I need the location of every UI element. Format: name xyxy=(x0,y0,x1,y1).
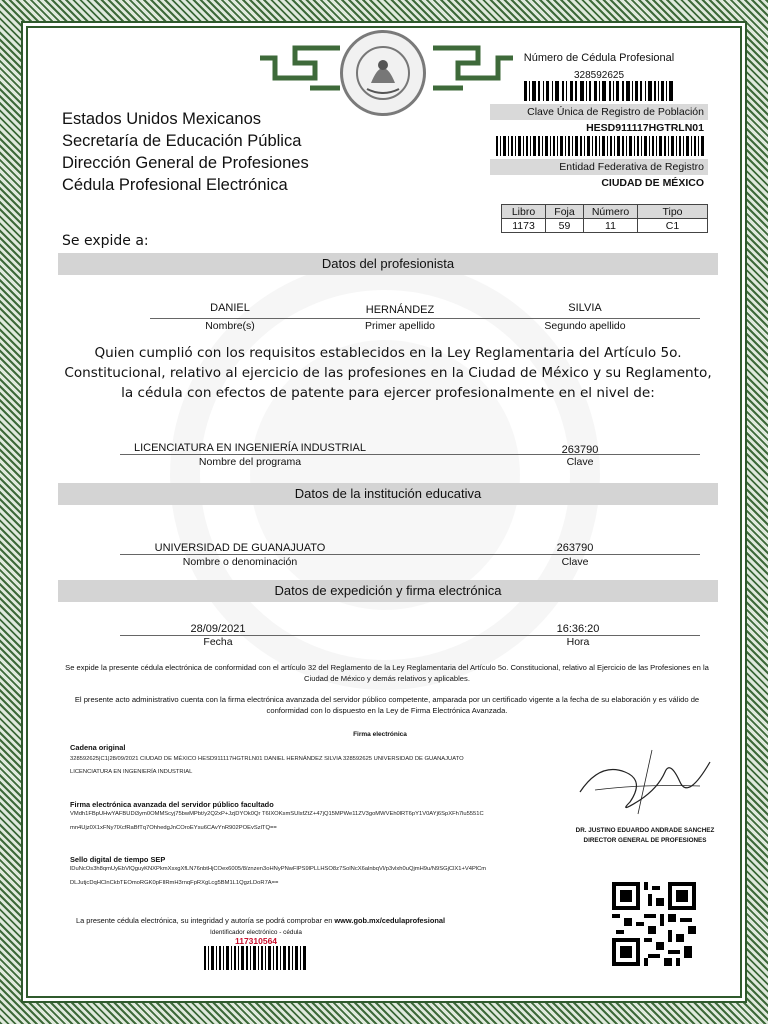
libro-header: Libro xyxy=(502,205,546,219)
foja-header: Foja xyxy=(546,205,584,219)
signer-title: DIRECTOR GENERAL DE PROFESIONES xyxy=(583,837,707,844)
section-expedicion: Datos de expedición y firma electrónica xyxy=(58,580,718,602)
cedula-number-label: Número de Cédula Profesional xyxy=(523,52,675,64)
numero-header: Número xyxy=(584,205,638,219)
ornament-left-icon xyxy=(255,38,345,98)
directorate-name: Dirección General de Profesiones xyxy=(62,154,309,172)
hora-label: Hora xyxy=(566,636,590,648)
curp-value: HESD911117HGTRLN01 xyxy=(586,122,704,134)
program-field xyxy=(100,442,400,468)
legal-paragraph-1: Se expide la presente cédula electrónica de conformidad con el artículo 32 del Reglamento de la Ley Reglamentaria del Artículo 5o. Constitucional, relativo al Ejercicio de las Profesiones en la Ciudad de México y demás relativos y aplicables. xyxy=(65,663,709,683)
libro-value: 1173 xyxy=(502,219,546,233)
tipo-header: Tipo xyxy=(638,205,708,219)
tipo-value: C1 xyxy=(638,219,708,233)
section-profesionista: Datos del profesionista xyxy=(58,253,718,275)
signer-name: DR. JUSTINO EDUARDO ANDRADE SANCHEZ xyxy=(575,827,715,834)
qr-code-icon xyxy=(612,882,696,966)
program-clave-label: Clave xyxy=(566,456,594,468)
signer-block xyxy=(560,826,730,846)
fecha-label: Fecha xyxy=(203,636,233,648)
primer-apellido-label: Primer apellido xyxy=(364,320,436,332)
electronic-id-barcode-icon xyxy=(204,946,308,970)
segundo-apellido-value: SILVIA xyxy=(568,302,602,314)
cedula-barcode-icon xyxy=(524,81,674,101)
primer-apellido-value: HERNÁNDEZ xyxy=(365,304,435,316)
issuer-heading xyxy=(62,108,309,196)
institution-label: Nombre o denominación xyxy=(182,556,298,568)
foja-value: 59 xyxy=(546,219,584,233)
nombre-value: DANIEL xyxy=(210,302,250,314)
institution-clave: 263790 xyxy=(556,542,594,554)
signature-icon xyxy=(570,742,720,822)
section-institucion: Datos de la institución educativa xyxy=(58,483,718,505)
registry-block xyxy=(490,52,708,191)
sello-line-1: lDuNcOs3h8qmUyEbVlQguyKNXPkmXsxgXfLN76nbtHjCOex6005/8/znzen3oHNyPNwFlPS9lPLLHSO8z7SolNcX6alnbqVl/p3vlxh0uQjmH9u/N9SGjClX1+V4PlCm xyxy=(70,866,487,872)
primer-apellido-field xyxy=(320,304,480,332)
program-label: Nombre del programa xyxy=(198,456,302,468)
segundo-apellido-label: Segundo apellido xyxy=(544,320,626,332)
verification-note xyxy=(76,916,445,925)
fecha-field xyxy=(158,623,278,648)
program-clave-field xyxy=(520,444,640,468)
cadena-line-1: 328592625|C1|28/09/2021 CIUDAD DE MÉXICO HESD911117HGTRLN01 DANIEL HERNÁNDEZ SILVIA 328592625 UNIVERSIDAD DE GUANAJUATO xyxy=(70,756,464,762)
curp-label: Clave Única de Registro de Población xyxy=(490,104,708,120)
servidor-line-2: mn4Ujz0X1xFNy7lXcfRaBfTq7OhhedgJnCOroEYsu6CAvYnR902POEvSzlTQ== xyxy=(70,825,277,831)
institution-clave-field xyxy=(515,542,635,568)
servidor-label: Firma electrónica avanzada del servidor público facultado xyxy=(70,800,274,809)
hora-field xyxy=(518,623,638,648)
cadena-label: Cadena original xyxy=(70,743,126,752)
curp-barcode-icon xyxy=(496,136,706,156)
institution-name: UNIVERSIDAD DE GUANAJUATO xyxy=(154,542,326,554)
institution-clave-label: Clave xyxy=(561,556,589,568)
numero-value: 11 xyxy=(584,219,638,233)
hora-value: 16:36:20 xyxy=(556,623,600,635)
institution-field xyxy=(110,542,370,568)
country-name: Estados Unidos Mexicanos xyxy=(62,110,262,128)
issued-to-label: Se expide a: xyxy=(62,233,149,249)
sello-line-2: DLJutjcDqHClnCkbTEOmoRGK0pFIlRmH3rnqFpRXgLcg5BM1L1QgzLDoR7A== xyxy=(70,880,279,886)
program-clave: 263790 xyxy=(561,444,599,456)
nombre-label: Nombre(s) xyxy=(205,320,255,332)
ministry-name: Secretaría de Educación Pública xyxy=(62,132,302,150)
servidor-line-1: VMdh1FBpUHwYAFBUDi3ym0OMMScyj75bwMPbt/y2Q2xP+JzjDYOk0Qr T6IXOKsmSUlsfZtZ+47jQ15MPWe11ZV3goMWVEh0lRT6pY1V0AYj6SpXFh7lu5551C xyxy=(70,811,484,817)
program-name: LICENCIATURA EN INGENIERÍA INDUSTRIAL xyxy=(133,442,367,454)
cadena-line-2: LICENCIATURA EN INGENIERÍA INDUSTRIAL xyxy=(70,769,193,775)
verification-text: La presente cédula electrónica, su integridad y autoría se podrá comprobar en xyxy=(76,916,335,925)
cedula-number: 328592625 xyxy=(573,70,625,81)
segundo-apellido-field xyxy=(505,302,665,332)
electronic-id-block xyxy=(204,929,308,975)
fecha-value: 28/09/2021 xyxy=(190,623,246,635)
verification-url[interactable]: www.gob.mx/cedulaprofesional xyxy=(334,916,446,925)
legal-paragraph-2: El presente acto administrativo cuenta con la firma electrónica avanzada del servidor público competente, amparada por un certificado vigente a la fecha de su elaboración y es válido de conformidad con lo dispuesto en la Ley de Firma Electrónica Avanzada. xyxy=(74,695,700,715)
document-title: Cédula Profesional Electrónica xyxy=(62,176,288,194)
sello-label: Sello digital de tiempo SEP xyxy=(70,855,166,864)
eagle-seal-icon xyxy=(340,30,426,116)
entidad-value: CIUDAD DE MÉXICO xyxy=(601,177,704,189)
nombre-field xyxy=(150,302,310,332)
electronic-id-number: 117310564 xyxy=(234,936,278,946)
electronic-id-label: Identificador electrónico - cédula xyxy=(209,929,302,936)
registry-table xyxy=(501,204,708,233)
requirements-statement: Quien cumplió con los requisitos establecidos en la Ley Reglamentaria del Artículo 5o. Constitucional, relativo al ejercicio de las profesiones en la Ciudad de México y su Reglamento, la cédula con efectos de patente para ejercer profesionalmente en el nivel de: xyxy=(64,345,712,401)
firma-title: Firma electrónica xyxy=(353,731,407,738)
entidad-label: Entidad Federativa de Registro xyxy=(490,159,708,175)
